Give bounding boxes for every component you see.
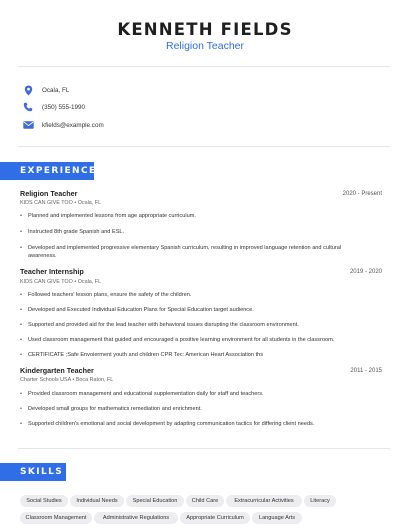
- contact-location: [22, 83, 69, 97]
- candidate-name: KENNETH FIELDS: [117, 20, 293, 39]
- job-organization: KIDS CAN GIVE TOO • Ocala, FL: [20, 279, 102, 285]
- job-bullet: • Developed and Executed Individual Education Plans for Special Education target audience.: [20, 307, 254, 313]
- job-title: Teacher Internship: [20, 267, 84, 276]
- job-bullet: • Supported children's emotional and social development by adapting communication tactics for differing client needs.: [20, 421, 315, 427]
- skill-tag: Appropriate Curriculum: [180, 512, 250, 524]
- job-bullet: • Provided classroom management and educational supplementation daily for staff and teachers.: [20, 391, 264, 397]
- job-bullet: • Developed and implemented progressive elementary Spanish curriculum, resulting in improved language retention and cultural awareness.: [20, 245, 342, 259]
- job-title: Kindergarten Teacher: [20, 366, 94, 375]
- divider: [18, 448, 390, 449]
- phone-icon: [22, 101, 34, 113]
- job-organization: Charter Schools USA • Boca Raton, FL: [20, 377, 114, 383]
- skill-tag: Language Arts: [252, 512, 302, 524]
- location-pin-icon: [22, 84, 34, 96]
- skill-tag: Classroom Management: [20, 512, 92, 524]
- job-dates: 2011 - 2015: [350, 368, 382, 374]
- skill-tag: Administrative Regulations: [94, 512, 178, 524]
- section-heading-skills: SKILLS: [0, 463, 66, 481]
- job-bullet: • Planned and implemented lessons from age appropriate curriculum.: [20, 213, 196, 219]
- phone-text: (350) 555-1990: [42, 103, 86, 111]
- contact-email: [22, 118, 104, 132]
- job-bullet: • Followed teachers' lesson plans, ensure the safety of the children.: [20, 292, 192, 298]
- email-icon: [22, 119, 34, 131]
- job-bullet: • CERTIFICATE ;Safe Envoierment youth and children CPR Tec: American Heart Association ths: [20, 352, 264, 358]
- job-dates: 2019 - 2020: [349, 269, 382, 275]
- location-text: Ocala, FL: [42, 86, 70, 94]
- skill-tag: Child Care: [186, 495, 224, 507]
- candidate-title: Religion Teacher: [165, 40, 245, 52]
- skill-tag: Individual Needs: [70, 495, 124, 507]
- skill-tag: Special Education: [126, 495, 184, 507]
- job-bullet: • Used classroom management that guided and encouraged a positive learning environment for all students in the classroom.: [20, 337, 335, 343]
- skill-tag: Extracurricular Activities: [226, 495, 302, 507]
- contact-phone: [22, 100, 85, 114]
- divider: [18, 66, 390, 67]
- job-bullet: • Supported and provided aid for the lead teacher with behavioral issues disrupting the classroom environment.: [20, 322, 299, 328]
- email-text: kfields@example.com: [42, 121, 104, 129]
- job-bullet: • Developed small groups for mathematics remediation and enrichment.: [20, 406, 202, 412]
- divider: [18, 146, 390, 147]
- skill-tag: Social Studies: [20, 495, 68, 507]
- job-dates: 2020 - Present: [342, 191, 382, 197]
- section-heading-experience: EXPERIENCE: [0, 162, 94, 180]
- job-organization: KIDS CAN GIVE TOO • Ocala, FL: [20, 200, 102, 206]
- job-title: Religion Teacher: [20, 189, 78, 198]
- skill-tag: Literacy: [304, 495, 336, 507]
- job-bullet: • Instructed 8th grade Spanish and ESL.: [20, 229, 125, 235]
